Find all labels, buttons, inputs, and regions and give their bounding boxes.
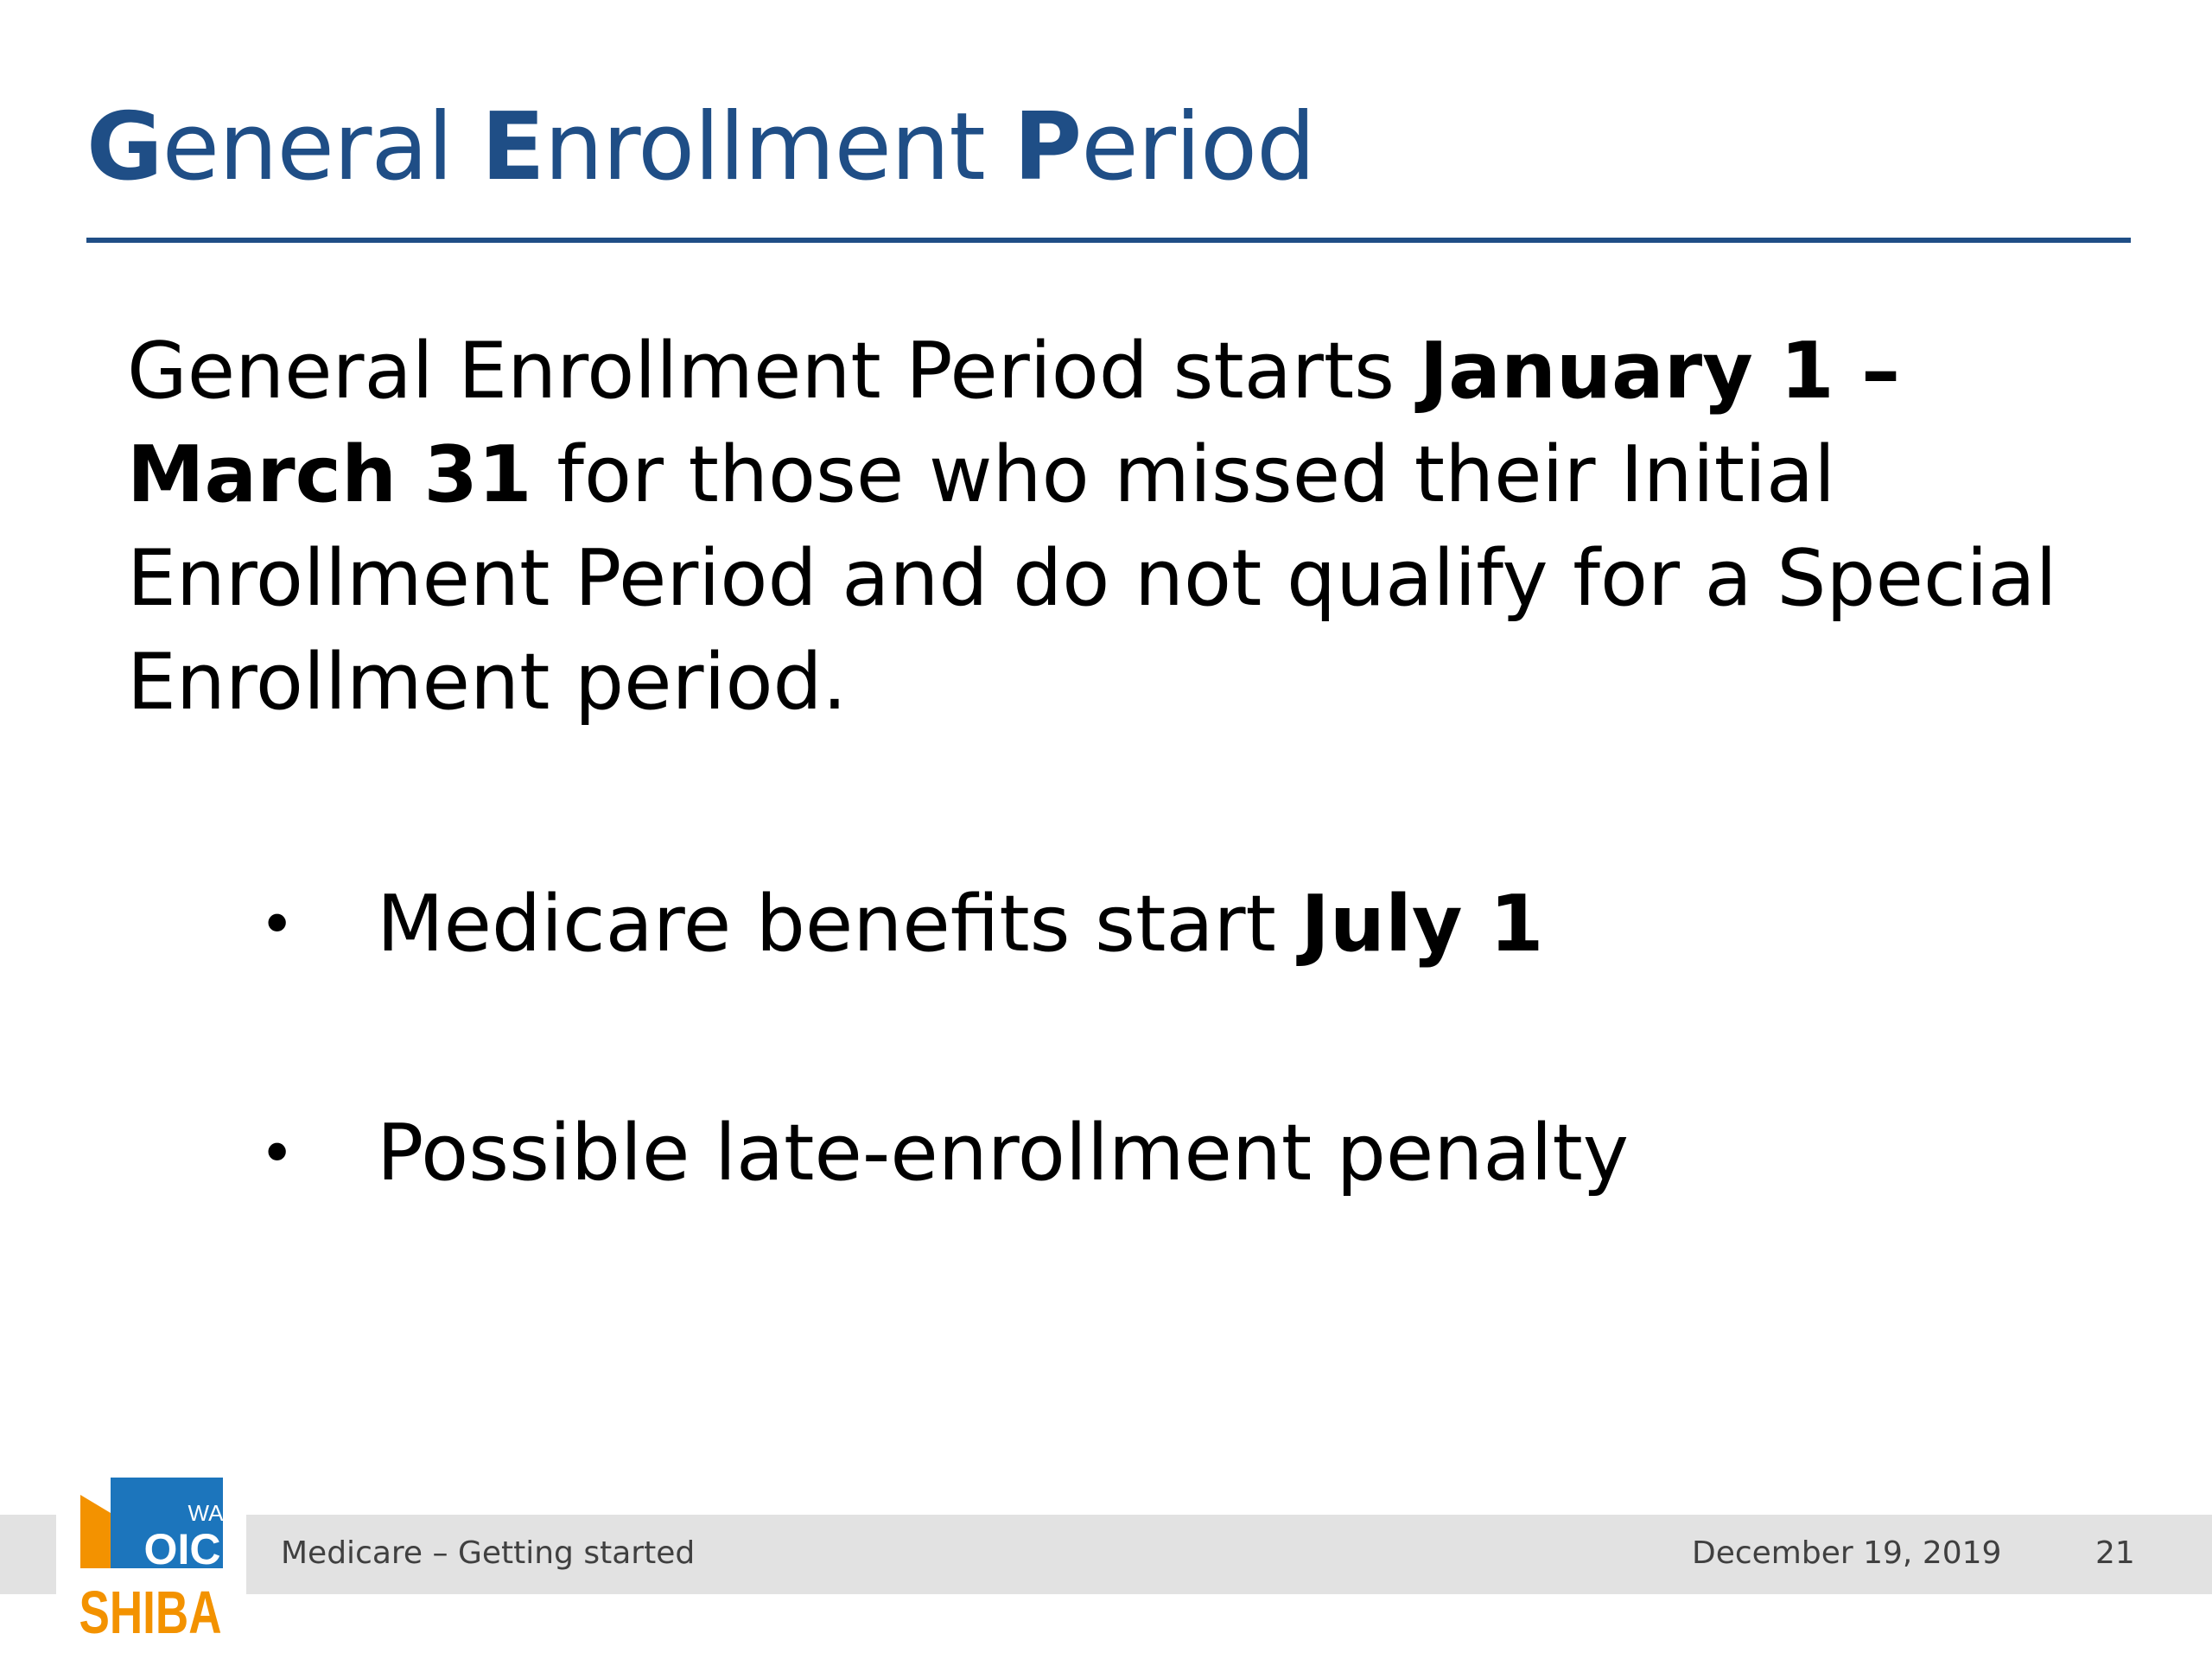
bullet-item [259, 1102, 1629, 1205]
footer-title: Medicare – Getting started [281, 1535, 696, 1571]
oic-shiba-logo [76, 1478, 232, 1646]
bullet-text [377, 1108, 1629, 1198]
bullet-text [377, 879, 1543, 969]
bullet-bold-text: July 1 [1300, 879, 1544, 969]
body-text: General Enrollment Period starts [127, 326, 1420, 416]
title-word: eriod [1081, 93, 1315, 201]
bullet-plain-text: Medicare benefits start [377, 879, 1301, 969]
bullet-marker: • [259, 889, 296, 960]
title-divider [86, 238, 2131, 243]
logo-wa-text: WA [188, 1500, 224, 1526]
title-word: nrollment [543, 93, 1014, 201]
title-word: eneral [162, 93, 481, 201]
bullet-plain-text: Possible late-enrollment penalty [377, 1108, 1630, 1198]
title-letter: G [86, 93, 162, 201]
bullet-item [259, 873, 1543, 976]
logo-oic-text: OIC [143, 1525, 221, 1573]
page-number: 21 [2095, 1535, 2135, 1571]
title-letter: P [1014, 93, 1082, 201]
body-text: for those who missed their Initial Enrollment Period and do not qualify for a Special Enrollment period. [127, 429, 2057, 728]
title-letter: E [480, 93, 544, 201]
footer-date: December 19, 2019 [1692, 1535, 2002, 1571]
body-paragraph [127, 320, 2097, 734]
bullet-marker: • [259, 1118, 296, 1189]
slide-title [86, 93, 1315, 201]
body-bold-text: January 1 – March 31 [127, 326, 1901, 520]
logo-shiba-text: SHIBA [79, 1579, 222, 1646]
